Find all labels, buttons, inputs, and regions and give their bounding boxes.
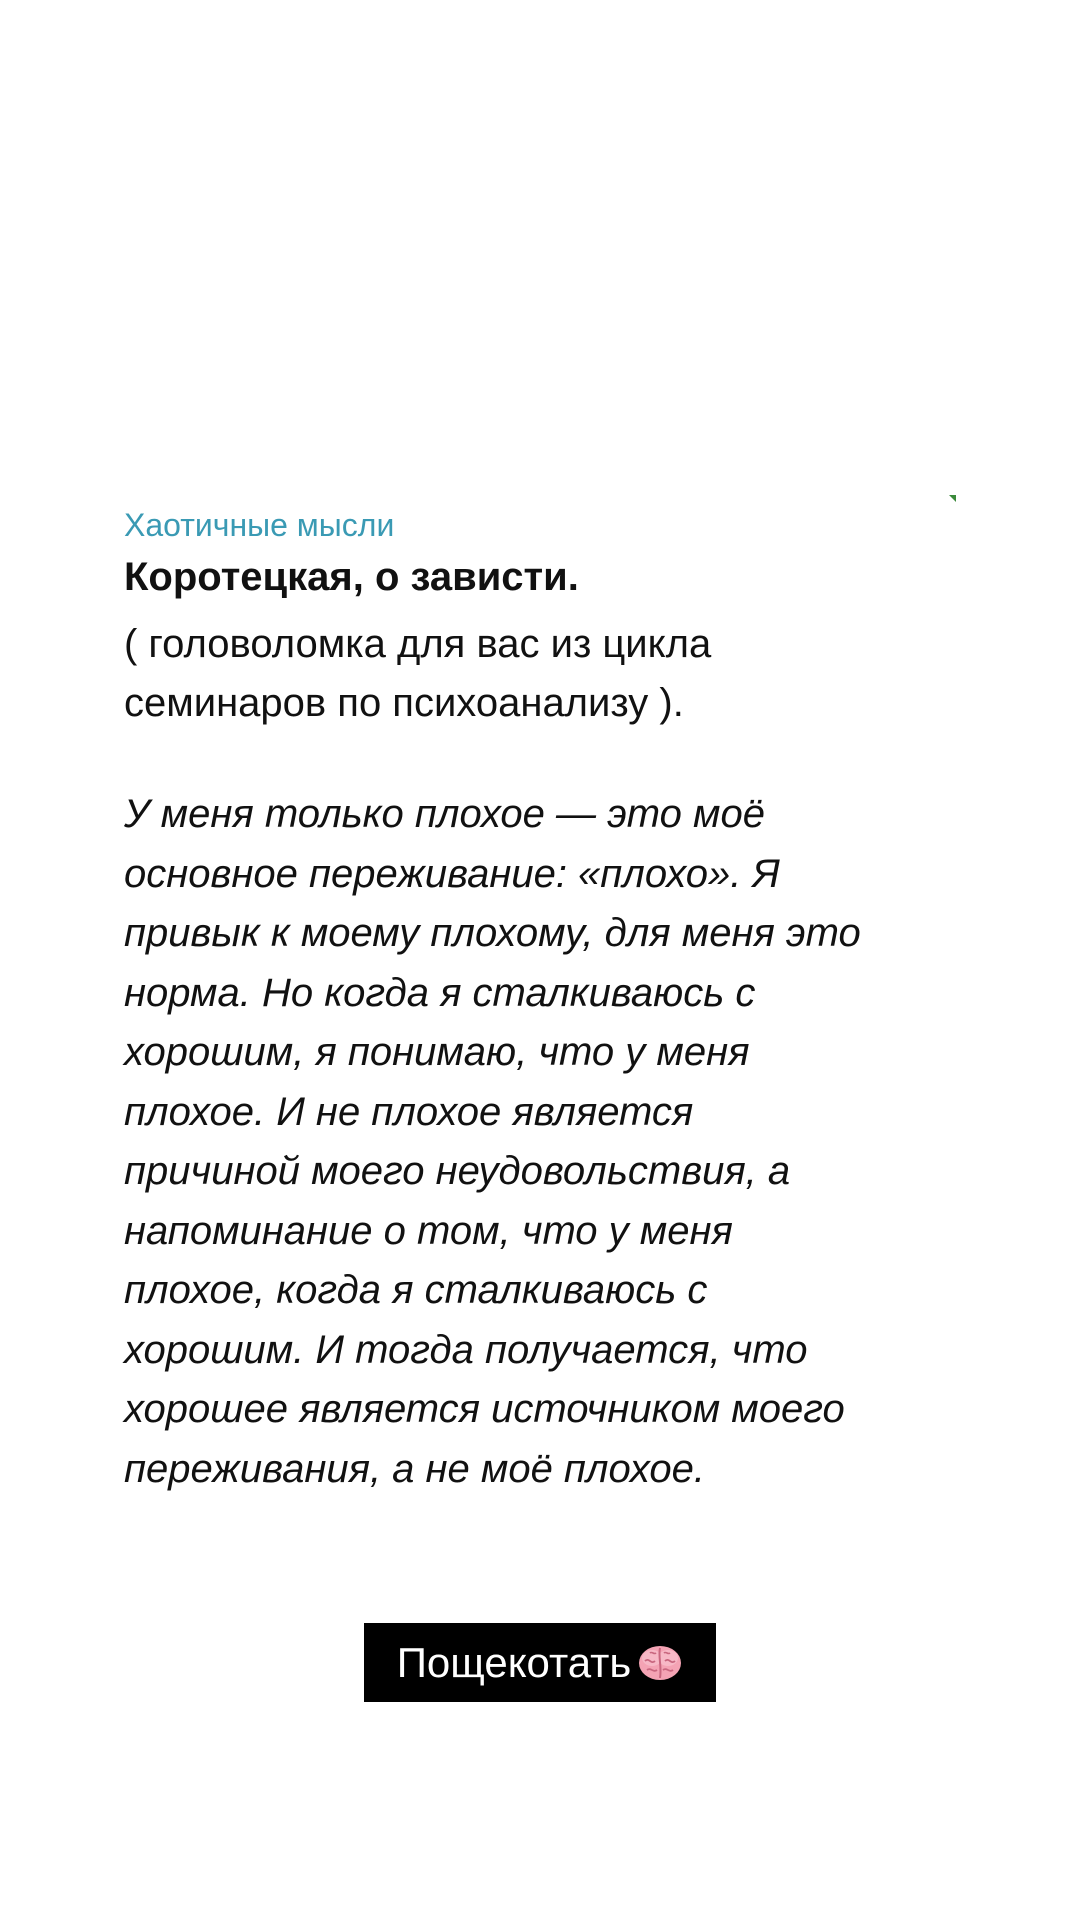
brain-icon [637, 1643, 683, 1683]
subtitle-line: семинаров по психоанализу ). [124, 681, 684, 725]
post-subtitle [124, 615, 944, 733]
body-line: хорошим, я понимаю, что у меня [124, 1030, 750, 1074]
body-line: хорошее является источником моего [124, 1387, 845, 1431]
channel-name[interactable]: Хаотичные мысли [124, 507, 395, 543]
body-line: привык к моему плохому, для меня это [124, 911, 861, 955]
tickle-link-sticker[interactable] [364, 1623, 716, 1702]
body-line: напоминание о том, что у меня [124, 1208, 733, 1253]
body-line: причиной моего неудовольствия, а [124, 1149, 791, 1193]
body-line: плохое, когда я сталкиваюсь с [124, 1268, 708, 1312]
post-body [124, 785, 954, 1499]
body-line: плохое. И не плохое является [124, 1089, 694, 1134]
body-line: норма. Но когда я сталкиваюсь с [124, 970, 756, 1015]
body-line: основное переживание: «плохо». Я [124, 851, 780, 896]
post-title: Коротецкая, о зависти. [124, 555, 579, 599]
subtitle-line: ( головоломка для вас из цикла [124, 622, 712, 666]
body-line: переживания, а не моё плохое. [124, 1446, 706, 1491]
corner-mark [949, 495, 956, 502]
forwarded-post-card [104, 495, 954, 1500]
body-line: У меня только плохое — это моё [124, 792, 765, 836]
body-line: хорошим. И тогда получается, что [124, 1327, 808, 1372]
sticker-label: Пощекотать [396, 1638, 632, 1686]
